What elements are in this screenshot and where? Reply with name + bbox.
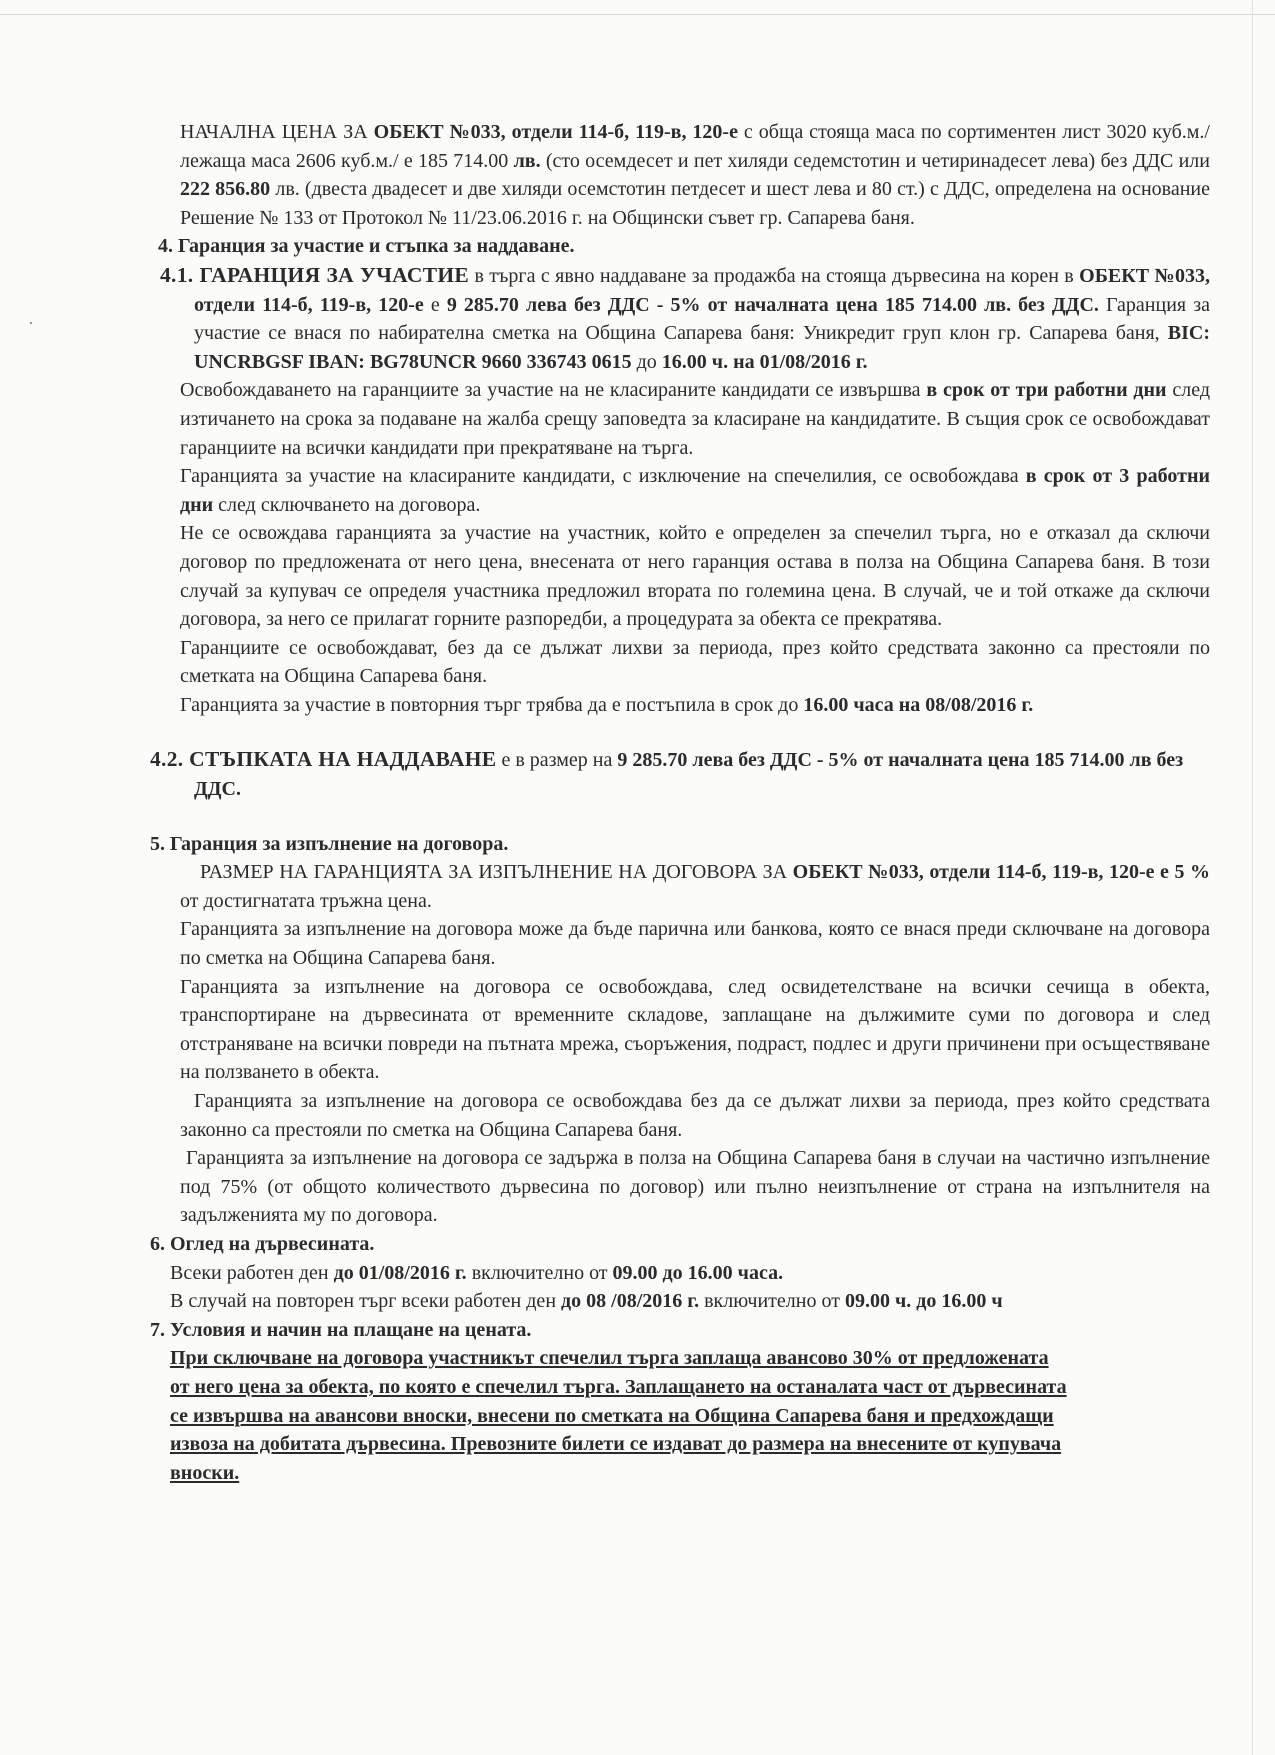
- text: 222 856.80: [180, 178, 271, 201]
- section-4-1-paragraph: [150, 261, 1210, 376]
- text: е: [423, 293, 447, 316]
- section-4-heading: 4. Гаранция за участие и стъпка за наддаване.: [158, 235, 575, 258]
- text: с обща стояща маса по сортиментен лист 3020 куб.м./лежаща маса 2606 куб.м./ е 185 714.00: [180, 121, 1210, 172]
- text: включително от: [466, 1261, 613, 1284]
- text: до 08 /08/2016 г.: [561, 1290, 700, 1313]
- repeat-auction-paragraph: [150, 691, 1210, 720]
- text: 16.00 часа на 08/08/2016 г.: [803, 693, 1034, 716]
- text: 09.00 до 16.00 часа.: [612, 1261, 784, 1284]
- text: Гаранцията за участие на класираните кандидати, с изключение на спечелилия, се освобождава: [180, 465, 1026, 488]
- text: в срок от три работни дни: [926, 379, 1167, 402]
- text: Всеки работен ден: [170, 1261, 334, 1284]
- guarantee-retained-paragraph: Гаранцията за изпълнение на договора се задържа в полза на Община Сапарева баня в случаи на частично изпълнение под 75% (от общото количеството дървесина по договор) или пълно неизпълнение от страна на изпълнителя на задълженията му по договора.: [180, 1147, 1210, 1227]
- section-5-heading: 5. Гаранция за изпълнение на договора.: [150, 832, 509, 855]
- text: след изтичането на срока за подаване на жалба срещу заповедта за класиране на кандидатите. В същия срок се освобождават гаранциите на всички кандидати при прекратяване на търга.: [180, 379, 1211, 459]
- text: 16.00 ч. на 01/08/2016 г.: [661, 350, 868, 373]
- scan-speck: [30, 322, 32, 324]
- forfeit-guarantee-paragraph: Не се освождава гаранцията за участие на участник, който е определен за спечелил търга, но е отказал да сключи договор по предложената от него цена, внесената от него гаранция остава в полза на Община Сапарева баня. В този случай за купувач се определя участника предложил втората по големина цена. В случай, че и той откаже да сключи договора, за него се прилагат горните разпоредби, а процедурата за обекта се прекратява.: [180, 522, 1210, 631]
- text: 9 285.70 лева без ДДС - 5% от началната цена 185 714.00 лв без ДДС.: [194, 749, 1184, 801]
- text: включително от: [699, 1290, 845, 1313]
- text: до: [631, 350, 662, 373]
- text: е в размер на: [496, 749, 618, 772]
- document-body: [150, 118, 1210, 1487]
- text: 9 285.70 лева без ДДС - 5% от началната цена 185 714.00 лв. без ДДС.: [446, 293, 1099, 316]
- guarantee-release-paragraph: Гаранцията за изпълнение на договора се освобождава, след освидетелстване на всички сечища в обекта, транспортиране на дървесината от временните складове, заплащане на дължимите суми по договора и след отстраняване на всички повреди на пътната мрежа, съоръжения, подраст, подлес и други причинени при осъществяване на ползването в обекта.: [180, 975, 1210, 1084]
- text: BIC: UNCRBGSF IBAN: BG78UNCR 9660 336743 0615: [194, 322, 1210, 373]
- ranked-candidates-paragraph: [150, 462, 1210, 519]
- text: 09.00 ч. до 16.00 ч: [844, 1290, 1003, 1313]
- section-7-heading: 7. Условия и начин на плащане на цената.: [150, 1318, 532, 1341]
- text: Освобождаването на гаранциите за участие на не класираните кандидати се извършва: [180, 379, 927, 402]
- text: В случай на повторен търг всеки работен ден: [170, 1290, 562, 1313]
- release-guarantees-paragraph: [150, 376, 1210, 462]
- text: ОБЕКТ №033, отдели 114-б, 119-в, 120-е е 5 %: [792, 861, 1211, 884]
- text: лв.: [513, 149, 541, 172]
- text: НАЧАЛНА ЦЕНА ЗА: [180, 121, 374, 143]
- text: Гаранцията за участие в повторния търг трябва да е постъпила в срок до: [180, 693, 804, 716]
- starting-price-paragraph: [150, 118, 1210, 232]
- text: от достигнатата тръжна цена.: [180, 889, 432, 912]
- scan-edge-right: [1252, 0, 1253, 1755]
- repeat-inspection-paragraph: [150, 1287, 1210, 1316]
- guarantee-form-paragraph: Гаранцията за изпълнение на договора може да бъде парична или банкова, която се внася преди сключване на договора по сметка на Община Сапарева баня.: [180, 918, 1210, 970]
- scan-edge-top: [0, 14, 1275, 15]
- guarantee-no-interest-paragraph: Гаранцията за изпълнение на договора се освобождава без да се дължат лихви за периода, през който средствата законно са престояли по сметка на Община Сапарева баня.: [180, 1090, 1210, 1141]
- text: РАЗМЕР НА ГАРАНЦИЯТА ЗА ИЗПЪЛНЕНИЕ НА ДОГОВОРА ЗА: [200, 861, 793, 884]
- performance-guarantee-size-paragraph: [150, 858, 1210, 915]
- inspection-dates-paragraph: [150, 1259, 1210, 1288]
- no-interest-paragraph: Гаранциите се освобождават, без да се дължат лихви за периода, през който средствата законно са престояли по сметката на Община Сапарева баня.: [180, 636, 1210, 688]
- text: 4.1. ГАРАНЦИЯ ЗА УЧАСТИЕ: [160, 262, 470, 287]
- text: 4.2. СТЪПКАТА НА НАДДАВАНЕ: [150, 747, 497, 772]
- text: ОБЕКТ №033, отдели 114-б, 119-в, 120-е: [373, 121, 738, 143]
- payment-terms-paragraph: При сключване на договора участникът спечелил търга заплаща авансово 30% от предложената от него цена за обекта, по която е спечелил търга. Заплащането на останалата част от дървесината се извършва на авансови вноски, внесени по сметката на Община Сапарева баня и предхождащи извоза на добитата дървесина. Превозните билети се издават до размера на внесените от купувача вноски.: [170, 1347, 1067, 1484]
- text: след сключването на договора.: [213, 493, 481, 516]
- section-4-2-paragraph: [150, 745, 1210, 803]
- text: Гаранция за участие се внася по набирателна сметка на Община Сапарева баня: Уникредит груп клон гр. Сапарева баня,: [194, 293, 1210, 345]
- text: (сто осемдесет и пет хиляди седемстотин и четиринадесет лева) без ДДС или: [540, 149, 1210, 172]
- text: ОБЕКТ №033, отдели 114-б, 119-в, 120-е: [194, 264, 1210, 316]
- section-6-heading: 6. Оглед на дървесината.: [150, 1232, 375, 1255]
- spacer: [150, 804, 1210, 830]
- text: лв. (двеста двадесет и две хиляди осемстотин петдесет и шест лева и 80 ст.) с ДДС, определена на основание Решение № 133 от Протокол № 11/23.06.2016 г. на Общински съвет гр. Сапарева баня.: [180, 178, 1210, 229]
- text: в търга с явно наддаване за продажба на стояща дървесина на корен в: [469, 264, 1080, 287]
- text: в срок от 3 работни дни: [180, 465, 1210, 516]
- text: до 01/08/2016 г.: [333, 1261, 467, 1284]
- spacer: [150, 719, 1210, 745]
